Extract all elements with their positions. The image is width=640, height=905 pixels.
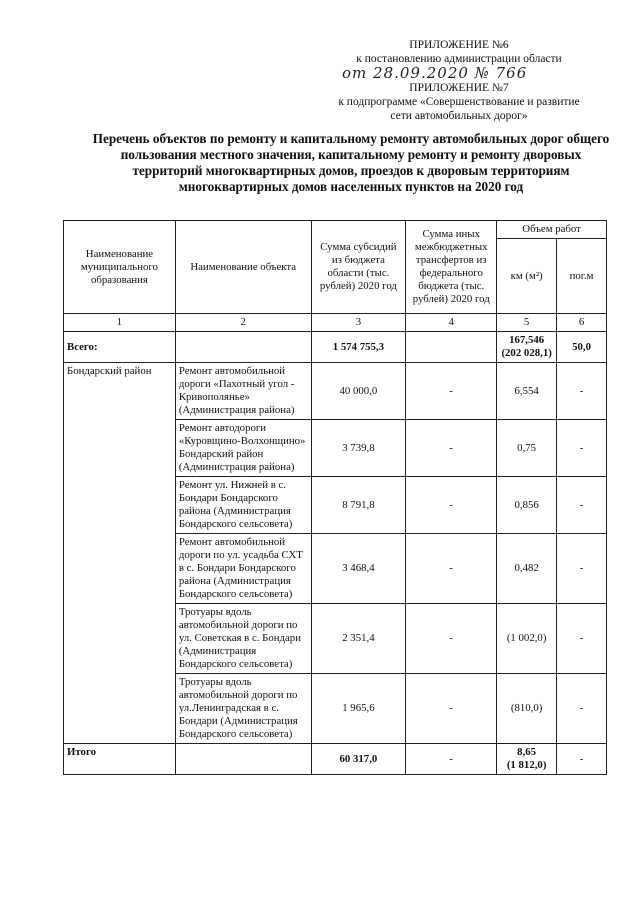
- pm-value: -: [557, 363, 607, 420]
- subsidy-value: 3 739,8: [311, 420, 406, 477]
- subsidy-value: 2 351,4: [311, 604, 406, 674]
- object-name: Ремонт ул. Нижней в с. Бондари Бондарского района (Администрация Бондарского сельсовета): [175, 477, 311, 534]
- subprogram-reference-line1: к подпрограмме «Совершенствование и развитие: [338, 96, 580, 108]
- col-number: 4: [406, 314, 497, 332]
- table-row: [64, 363, 607, 420]
- decree-reference: к постановлению администрации области: [356, 53, 562, 65]
- pm-value: -: [557, 420, 607, 477]
- header-object: Наименование объекта: [175, 221, 311, 314]
- pm-value: -: [557, 674, 607, 744]
- object-name: Ремонт автодороги «Куровщино-Волхонщино» Бондарский район (Администрация района): [175, 420, 311, 477]
- subtotal-row: [64, 744, 607, 775]
- subtotal-transfers: -: [406, 744, 497, 775]
- document-title: Перечень объектов по ремонту и капитальному ремонту автомобильных дорог общего пользования местного значения, капитальному ремонту и ремонту дворовых территорий многоквартирных домов, проездов к дворовым территориям многоквартирных домов населенных пунктов на 2020 год: [92, 131, 610, 194]
- total-label: Всего:: [64, 332, 176, 363]
- transfers-value: -: [406, 420, 497, 477]
- objects-table: [63, 220, 607, 775]
- handwritten-date-number: от 28.09.2020 № 766: [342, 64, 528, 82]
- transfers-value: -: [406, 363, 497, 420]
- col-number: 6: [557, 314, 607, 332]
- km-value: 0,75: [497, 420, 557, 477]
- table-header-row: [64, 221, 607, 239]
- km-value: 0,482: [497, 534, 557, 604]
- pm-value: -: [557, 604, 607, 674]
- header-transfers: Сумма иных межбюджетных трансфертов из федерального бюджета (тыс. рублей) 2020 год: [406, 221, 497, 314]
- col-number: 3: [311, 314, 406, 332]
- appendix-7-heading: ПРИЛОЖЕНИЕ №7: [409, 82, 509, 94]
- subsidy-value: 40 000,0: [311, 363, 406, 420]
- header-pm: пог.м: [557, 239, 607, 314]
- object-name: Ремонт автомобильной дороги «Пахотный угол - Кривополянье» (Администрация района): [175, 363, 311, 420]
- subtotal-label: Итого: [64, 744, 176, 775]
- col-number: 1: [64, 314, 176, 332]
- col-number: 5: [497, 314, 557, 332]
- appendix-6-heading: ПРИЛОЖЕНИЕ №6: [409, 39, 509, 51]
- col-number: 2: [175, 314, 311, 332]
- transfers-value: -: [406, 477, 497, 534]
- subsidy-value: 3 468,4: [311, 534, 406, 604]
- transfers-value: -: [406, 534, 497, 604]
- transfers-value: -: [406, 604, 497, 674]
- object-name: Тротуары вдоль автомобильной дороги по ул. Советская в с. Бондари (Администрация Бондарского сельсовета): [175, 604, 311, 674]
- transfers-value: -: [406, 674, 497, 744]
- pm-value: -: [557, 477, 607, 534]
- column-numbers-row: [64, 314, 607, 332]
- district-name: Бондарский район: [64, 363, 176, 744]
- km-value: 0,856: [497, 477, 557, 534]
- subsidy-value: 8 791,8: [311, 477, 406, 534]
- total-subsidy: 1 574 755,3: [311, 332, 406, 363]
- subprogram-reference-line2: сети автомобильных дорог»: [390, 110, 528, 122]
- object-name: Ремонт автомобильной дороги по ул. усадьба СХТ в с. Бондари Бондарского района (Администрация Бондарского сельсовета): [175, 534, 311, 604]
- header-municipality: Наименование муниципального образования: [64, 221, 176, 314]
- pm-value: -: [557, 534, 607, 604]
- subtotal-km: 8,65 (1 812,0): [497, 744, 557, 775]
- header-volume: Объем работ: [497, 221, 607, 239]
- subtotal-pm: -: [557, 744, 607, 775]
- subsidy-value: 1 965,6: [311, 674, 406, 744]
- km-value: 6,554: [497, 363, 557, 420]
- object-name: Тротуары вдоль автомобильной дороги по ул.Ленинградская в с. Бондари (Администрация Бондарского сельсовета): [175, 674, 311, 744]
- header-km: км (м²): [497, 239, 557, 314]
- header-subsidy: Сумма субсидий из бюджета области (тыс. рублей) 2020 год: [311, 221, 406, 314]
- km-value: (810,0): [497, 674, 557, 744]
- total-pm: 50,0: [557, 332, 607, 363]
- total-km: 167,546 (202 028,1): [497, 332, 557, 363]
- total-row: [64, 332, 607, 363]
- subtotal-subsidy: 60 317,0: [311, 744, 406, 775]
- km-value: (1 002,0): [497, 604, 557, 674]
